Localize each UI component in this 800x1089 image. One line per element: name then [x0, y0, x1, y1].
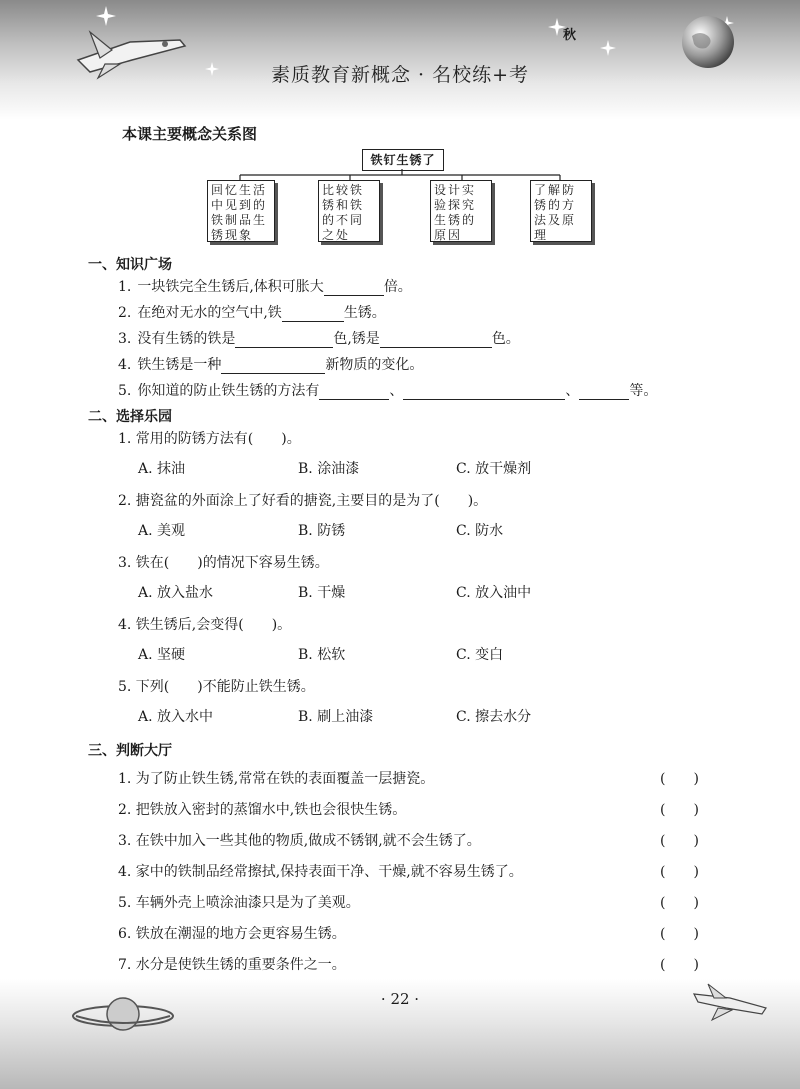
judge-item: 5. 车辆外壳上喷涂油漆只是为了美观。 [118, 895, 360, 911]
section-heading: 一、知识广场 [88, 257, 172, 273]
page-header-title: 素质教育新概念 · 名校练+考 [270, 64, 530, 86]
answer-parentheses[interactable]: ( ) [660, 895, 699, 911]
answer-parentheses[interactable]: ( ) [660, 864, 699, 880]
option-a[interactable]: A. 坚硬 [138, 647, 186, 663]
concept-box-1: 回忆生活 中见到的 铁制品生 锈现象 [207, 180, 275, 242]
concept-box-4: 了解防 锈的方 法及原 理 [530, 180, 592, 242]
answer-blank[interactable] [282, 307, 344, 322]
answer-blank[interactable] [403, 385, 565, 400]
answer-parentheses[interactable]: ( ) [660, 771, 699, 787]
fill-blank-item: 3. 没有生锈的铁是 色,锈是 色。 [118, 331, 520, 347]
answer-blank[interactable] [319, 385, 389, 400]
option-b[interactable]: B. 防锈 [298, 523, 346, 539]
fill-blank-item: 5. 你知道的防止铁生锈的方法有 、 、 等。 [118, 383, 658, 399]
answer-parentheses[interactable]: ( ) [660, 833, 699, 849]
option-b[interactable]: B. 涂油漆 [298, 461, 360, 477]
star-icon [96, 6, 116, 26]
option-c[interactable]: C. 擦去水分 [456, 709, 532, 725]
fill-blank-item: 4. 铁生锈是一种 新物质的变化。 [118, 357, 424, 373]
star-icon [600, 40, 616, 56]
concept-map-connectors [230, 169, 570, 183]
answer-parentheses[interactable]: ( ) [660, 957, 699, 973]
choice-question: 5. 下列( )不能防止铁生锈。 [118, 679, 315, 695]
judge-item: 1. 为了防止铁生锈,常常在铁的表面覆盖一层搪瓷。 [118, 771, 435, 787]
concept-box-3: 设计实 验探究 生锈的 原因 [430, 180, 492, 242]
concept-box-2: 比较铁 锈和铁 的不同 之处 [318, 180, 380, 242]
judge-item: 4. 家中的铁制品经常擦拭,保持表面干净、干燥,就不容易生锈了。 [118, 864, 523, 880]
option-a[interactable]: A. 放入水中 [138, 709, 214, 725]
option-b[interactable]: B. 干燥 [298, 585, 346, 601]
judge-item: 2. 把铁放入密封的蒸馏水中,铁也会很快生锈。 [118, 802, 407, 818]
option-a[interactable]: A. 美观 [138, 523, 186, 539]
option-c[interactable]: C. 放干燥剂 [456, 461, 532, 477]
option-c[interactable]: C. 变白 [456, 647, 504, 663]
section-heading: 三、判断大厅 [88, 743, 172, 759]
season-label: 秋 [563, 28, 577, 43]
answer-parentheses[interactable]: ( ) [660, 926, 699, 942]
judge-item: 3. 在铁中加入一些其他的物质,做成不锈钢,就不会生锈了。 [118, 833, 481, 849]
answer-blank[interactable] [324, 281, 384, 296]
option-a[interactable]: A. 放入盐水 [138, 585, 214, 601]
choice-question: 2. 搪瓷盆的外面涂上了好看的搪瓷,主要目的是为了( )。 [118, 493, 488, 509]
option-c[interactable]: C. 放入油中 [456, 585, 532, 601]
answer-blank[interactable] [579, 385, 629, 400]
choice-question: 3. 铁在( )的情况下容易生锈。 [118, 555, 329, 571]
choice-question: 1. 常用的防锈方法有( )。 [118, 431, 301, 447]
page-number: · 22 · [380, 990, 420, 1008]
fill-blank-item: 2. 在绝对无水的空气中,铁 生锈。 [118, 305, 386, 321]
option-b[interactable]: B. 松软 [298, 647, 346, 663]
option-c[interactable]: C. 防水 [456, 523, 504, 539]
judge-item: 7. 水分是使铁生锈的重要条件之一。 [118, 957, 346, 973]
concept-map-title: 本课主要概念关系图 [122, 125, 258, 143]
answer-blank[interactable] [380, 333, 492, 348]
fill-blank-item: 1. 一块铁完全生锈后,体积可胀大 倍。 [118, 279, 412, 295]
concept-map-root: 铁钉生锈了 [362, 149, 444, 171]
judge-item: 6. 铁放在潮湿的地方会更容易生锈。 [118, 926, 346, 942]
answer-blank[interactable] [221, 359, 325, 374]
option-b[interactable]: B. 刷上油漆 [298, 709, 374, 725]
choice-question: 4. 铁生锈后,会变得( )。 [118, 617, 292, 633]
option-a[interactable]: A. 抹油 [138, 461, 186, 477]
section-heading: 二、选择乐园 [88, 409, 172, 425]
answer-parentheses[interactable]: ( ) [660, 802, 699, 818]
answer-blank[interactable] [235, 333, 333, 348]
